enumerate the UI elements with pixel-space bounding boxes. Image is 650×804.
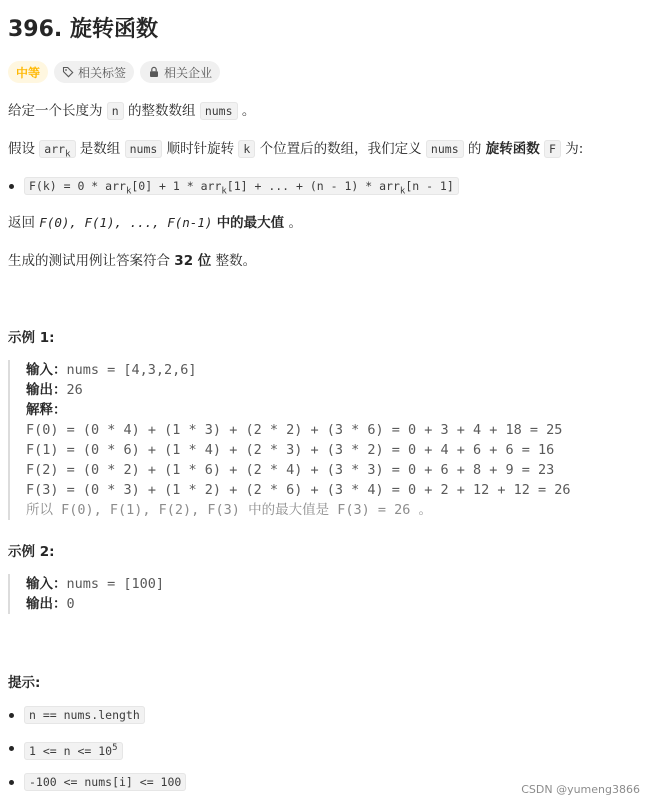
bullet-dot <box>9 746 14 751</box>
tag-icon <box>62 66 74 78</box>
formula-code: F(k) = 0 * arr$_k$[0] + 1 * arr$_k$[1] + ... + (n - 1) * arr$_k$[n - 1] <box>24 177 459 195</box>
watermark: CSDN @yumeng3866 <box>521 783 640 796</box>
related-topics-label: 相关标签 <box>78 65 127 80</box>
inline-code-nums: nums <box>125 140 163 158</box>
example-1-line-3: F(3) = (0 * 3) + (1 * 2) + (2 * 6) + (3 * 4) = 0 + 2 + 12 + 12 = 26 <box>26 482 571 498</box>
inline-code-k: k <box>238 140 255 158</box>
example-1-output: 输出：26 <box>26 382 83 398</box>
lock-icon <box>148 66 160 78</box>
example-2-input: 输入：nums = [100] <box>26 576 165 592</box>
inline-code-nums: nums <box>426 140 464 158</box>
related-topics-tag[interactable] <box>54 61 134 83</box>
constraint-1: n == nums.length <box>24 705 145 725</box>
related-companies-label: 相关企业 <box>164 65 213 80</box>
bold-32-bit: 32 位 <box>174 253 212 269</box>
example-2-heading: 示例 2: <box>8 544 55 560</box>
formula-line <box>24 176 459 201</box>
description-paragraph-4: 生成的测试用例让答案符合 32 位 整数。 <box>8 253 257 269</box>
italic-expression: F(0), F(1), ..., F(n-1) <box>39 215 213 230</box>
inline-code-n: n <box>107 102 124 120</box>
example-1-line-0: F(0) = (0 * 4) + (1 * 3) + (2 * 2) + (3 * 6) = 0 + 3 + 4 + 18 = 25 <box>26 422 563 438</box>
description-paragraph-3: 返回 F(0), F(1), ..., F(n-1) 中的最大值 。 <box>8 215 302 231</box>
inline-code-nums: nums <box>200 102 238 120</box>
constraints-heading: 提示: <box>8 675 41 691</box>
tag-row <box>8 61 220 83</box>
example-1-input: 输入：nums = [4,3,2,6] <box>26 362 197 378</box>
bold-max-value: 中的最大值 <box>216 215 285 231</box>
inline-code-F: F <box>544 140 561 158</box>
description-paragraph-2: 假设 arr$_k$ 是数组 nums 顺时针旋转 k 个位置后的数组，我们定义 nums 的 旋转函数 F 为: <box>8 141 584 160</box>
example-1-heading: 示例 1: <box>8 330 55 346</box>
example-1-block <box>8 360 571 520</box>
constraint-3: -100 <= nums[i] <= 100 <box>24 772 186 792</box>
related-companies-tag[interactable] <box>140 61 220 83</box>
bold-rotate-function: 旋转函数 <box>485 141 540 157</box>
example-1-explain: 解释： <box>26 402 67 418</box>
example-1-line-1: F(1) = (0 * 6) + (1 * 4) + (2 * 3) + (3 * 2) = 0 + 4 + 6 + 6 = 16 <box>26 442 555 458</box>
bullet-dot <box>9 184 14 189</box>
bullet-dot <box>9 713 14 718</box>
example-2-output: 输出：0 <box>26 596 75 612</box>
description-paragraph-1: 给定一个长度为 n 的整数数组 nums 。 <box>8 103 256 119</box>
difficulty-badge: 中等 <box>8 61 48 83</box>
example-1-line-2: F(2) = (0 * 2) + (1 * 6) + (2 * 4) + (3 * 3) = 0 + 6 + 8 + 9 = 23 <box>26 462 555 478</box>
inline-code-arrk: arr$_k$ <box>39 140 75 158</box>
example-2-block <box>8 574 164 614</box>
problem-title: 396. 旋转函数 <box>8 17 158 42</box>
example-1-note: 所以 F(0), F(1), F(2), F(3) 中的最大值是 F(3) = 26 。 <box>26 502 432 518</box>
bullet-dot <box>9 780 14 785</box>
constraint-2: $1 <= n <= 10^5$ <box>24 738 123 761</box>
